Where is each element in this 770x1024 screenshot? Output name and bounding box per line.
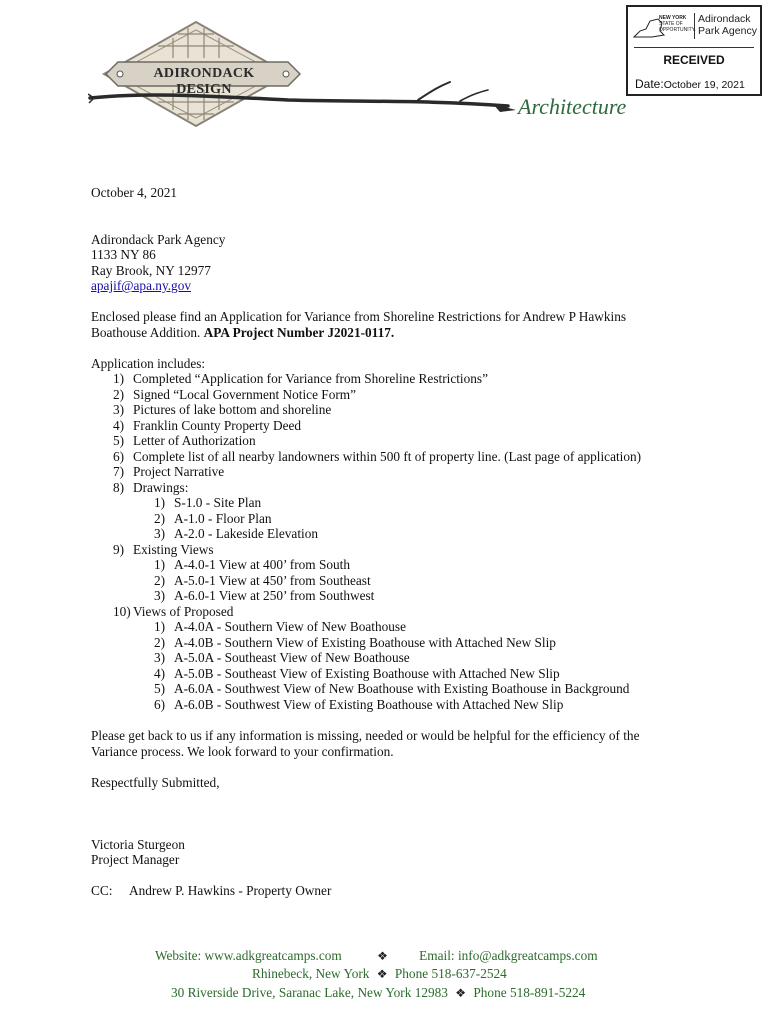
footer-phone-1: Phone 518-637-2524 xyxy=(394,966,507,981)
intro-line-1: Enclosed please find an Application for Variance from Shoreline Restrictions for Andrew P Hawkins xyxy=(91,309,627,324)
ny-state-text: NEW YORK STATE OF OPPORTUNITY. xyxy=(659,15,696,33)
list-item: 10) Views of Proposed xyxy=(113,604,234,619)
sub-list-item: 2) A-4.0B - Southern View of Existing Boathouse with Attached New Slip xyxy=(154,635,556,650)
sub-list-item: 3) A-5.0A - Southeast View of New Boathouse xyxy=(154,650,410,665)
stamp-date-row xyxy=(635,75,745,93)
stamp-agency-name: Adirondack Park Agency xyxy=(698,13,757,37)
list-item: 4) Franklin County Property Deed xyxy=(113,418,302,433)
letterhead-logo xyxy=(88,20,648,130)
stamp-header xyxy=(628,7,760,47)
stamp-date-label: Date: xyxy=(635,77,664,91)
footer-line-1 xyxy=(155,948,598,964)
list-item: 3) Pictures of lake bottom and shoreline xyxy=(113,402,332,417)
received-stamp xyxy=(626,5,762,96)
list-item: 2) Signed “Local Government Notice Form” xyxy=(113,387,357,402)
sub-list-item: 5) A-6.0A - Southwest View of New Boathouse with Existing Boathouse in Background xyxy=(154,681,630,696)
sub-list-item: 4) A-5.0B - Southeast View of Existing Boathouse with Attached New Slip xyxy=(154,666,560,681)
sub-list-item: 2) A-5.0-1 View at 450’ from Southeast xyxy=(154,573,371,588)
footer-website: Website: www.adkgreatcamps.com xyxy=(155,948,342,963)
recipient-street: 1133 NY 86 xyxy=(91,247,156,262)
separator-icon: ❖ xyxy=(455,986,467,1000)
cc-label: CC: xyxy=(91,883,113,898)
list-item: 6) Complete list of all nearby landowners within 500 ft of property line. (Last page of application) xyxy=(113,449,642,464)
list-item: 8) Drawings: xyxy=(113,480,189,495)
footer-office-2: 30 Riverside Drive, Saranac Lake, New York 12983 xyxy=(171,985,448,1000)
stamp-rule xyxy=(634,47,754,48)
footer-email: Email: info@adkgreatcamps.com xyxy=(419,948,598,963)
cc-value: Andrew P. Hawkins - Property Owner xyxy=(129,883,332,898)
list-item: 5) Letter of Authorization xyxy=(113,433,256,448)
footer-phone-2: Phone 518-891-5224 xyxy=(473,985,586,1000)
sub-list-item: 3) A-6.0-1 View at 250’ from Southwest xyxy=(154,588,375,603)
stamp-status: RECEIVED xyxy=(663,53,725,67)
recipient-city: Ray Brook, NY 12977 xyxy=(91,263,211,278)
closing-line-2: Variance process. We look forward to your confirmation. xyxy=(91,744,394,759)
signoff: Respectfully Submitted, xyxy=(91,775,220,790)
list-item: 7) Project Narrative xyxy=(113,464,225,479)
sub-list-item: 2) A-1.0 - Floor Plan xyxy=(154,511,272,526)
list-item: 1) Completed “Application for Variance from Shoreline Restrictions” xyxy=(113,371,488,386)
list-item: 9) Existing Views xyxy=(113,542,214,557)
recipient-name: Adirondack Park Agency xyxy=(91,232,226,247)
signer-name: Victoria Sturgeon xyxy=(91,837,185,852)
letter-date: October 4, 2021 xyxy=(91,185,178,200)
footer-office-1: Rhinebeck, New York xyxy=(252,966,370,981)
sub-list-item: 3) A-2.0 - Lakeside Elevation xyxy=(154,526,318,541)
footer-line-2 xyxy=(252,966,507,982)
recipient-email-link[interactable]: apajif@apa.ny.gov xyxy=(91,278,191,293)
stamp-date-value: October 19, 2021 xyxy=(663,79,745,91)
project-number: APA Project Number J2021-0117. xyxy=(203,325,395,340)
includes-heading: Application includes: xyxy=(91,356,206,371)
stamp-divider xyxy=(694,13,695,39)
signer-title: Project Manager xyxy=(91,852,180,867)
intro-line-2 xyxy=(91,325,394,341)
sub-list-item: 1) S-1.0 - Site Plan xyxy=(154,495,262,510)
sub-list-item: 1) A-4.0A - Southern View of New Boathouse xyxy=(154,619,406,634)
footer-line-3 xyxy=(171,985,585,1001)
sub-list-item: 6) A-6.0B - Southwest View of Existing Boathouse with Attached New Slip xyxy=(154,697,564,712)
intro-line-2-text: Boathouse Addition. xyxy=(91,325,204,340)
logo-tagline: Architecture xyxy=(518,94,627,119)
separator-icon: ❖ xyxy=(377,949,388,963)
cc-line xyxy=(91,883,331,899)
separator-icon: ❖ xyxy=(376,967,388,981)
logo-text: ADIRONDACK DESIGN xyxy=(153,66,255,97)
closing-line-1: Please get back to us if any information is missing, needed or would be helpful for the efficiency of the xyxy=(91,728,640,743)
sub-list-item: 1) A-4.0-1 View at 400’ from South xyxy=(154,557,350,572)
